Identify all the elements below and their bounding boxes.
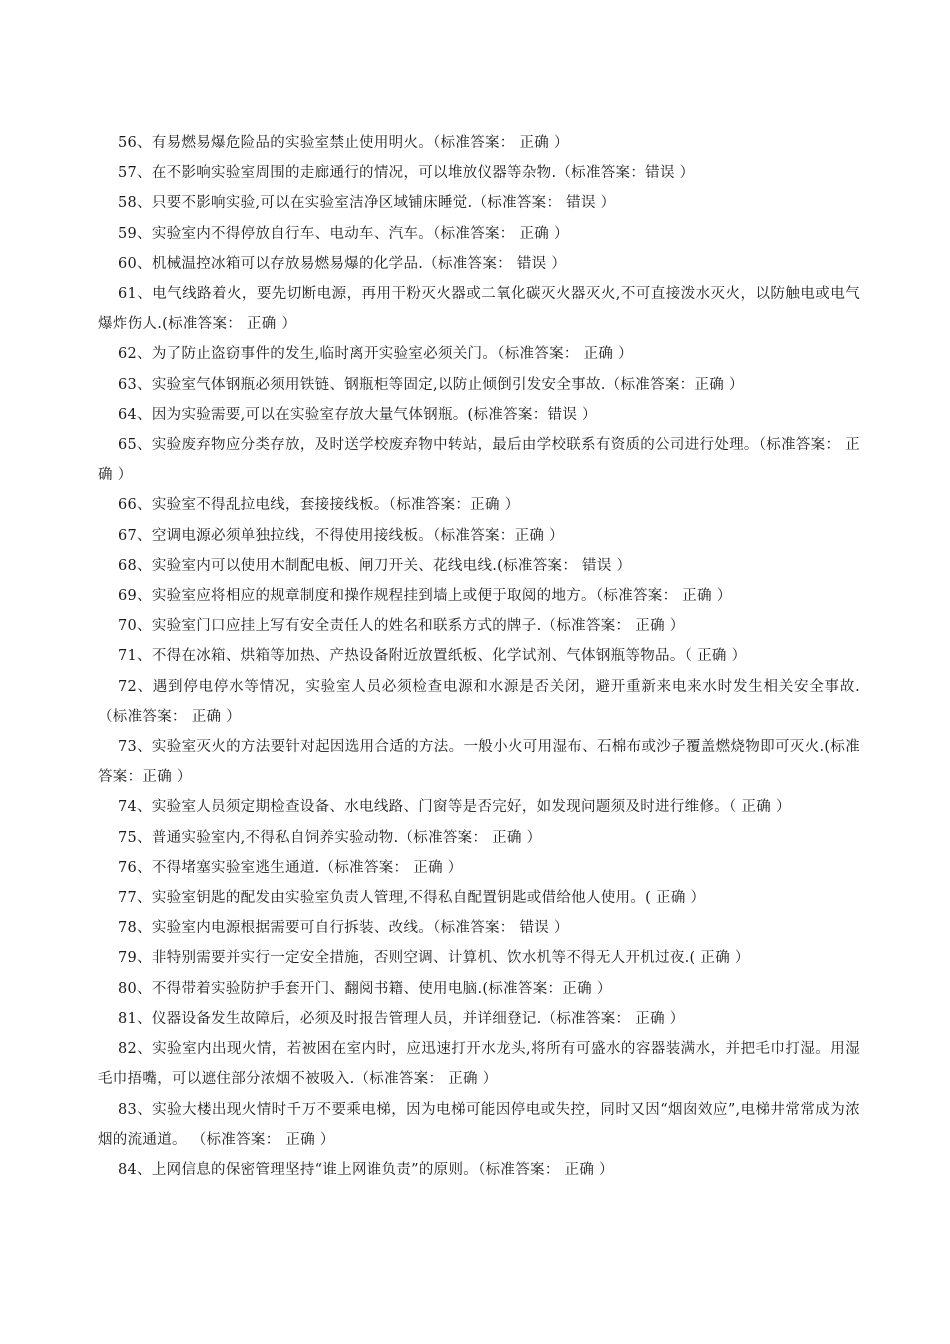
question-item-66: 66、实验室不得乱拉电线，套接接线板。（标准答案：正确 ） [118, 497, 520, 514]
question-item-84: 84、上网信息的保密管理坚持“谁上网谁负责”的原则。（标准答案： 正确 ） [118, 1161, 614, 1178]
question-item-80: 80、不得带着实验防护手套开门、翻阅书籍、使用电脑.(标准答案：正确 ） [118, 980, 612, 997]
question-item-83: 83、实验大楼出现火情时千万不要乘电梯，因为电梯可能因停电或失控，同时又因“烟囱效应”,电梯井常常成为浓烟的流通道。 （标准答案： 正确 ） [98, 1101, 860, 1148]
question-item-70: 70、实验室门口应挂上写有安全责任人的姓名和联系方式的牌子.（标准答案： 正确 ） [118, 618, 685, 635]
question-item-63: 63、实验室气体钢瓶必须用铁链、钢瓶柜等固定,以防止倾倒引发安全事故.（标准答案：正确 ） [118, 376, 744, 393]
question-item-78: 78、实验室内电源根据需要可自行拆装、改线。（标准答案： 错误 ） [118, 920, 569, 937]
question-item-61: 61、电气线路着火，要先切断电源，再用干粉灭火器或二氧化碳灭火器灭火,不可直接泼水灭火，以防触电或电气爆炸伤人.(标准答案： 正确 ） [98, 286, 860, 333]
question-item-64: 64、因为实验需要,可以在实验室存放大量气体钢瓶。(标准答案：错误 ） [118, 406, 597, 423]
question-item-81: 81、仪器设备发生故障后，必须及时报告管理人员，并详细登记.（标准答案： 正确 ） [118, 1010, 685, 1027]
question-item-71: 71、不得在冰箱、烘箱等加热、产热设备附近放置纸板、化学试剂、气体钢瓶等物品。（ 正确 ） [118, 648, 747, 665]
question-item-69: 69、实验室应将相应的规章制度和操作规程挂到墙上或便于取阅的地方。（标准答案： 正确 ） [118, 588, 732, 605]
question-item-72: 72、遇到停电停水等情况，实验室人员必须检查电源和水源是否关闭，避开重新来电来水时发生相关安全事故.（标准答案： 正确 ） [98, 678, 860, 725]
question-item-76: 76、不得堵塞实验室逃生通道.（标准答案： 正确 ） [118, 859, 463, 876]
question-item-82: 82、实验室内出现火情，若被困在室内时，应迅速打开水龙头,将所有可盛水的容器装满水，并把毛巾打湿。用湿毛巾捂嘴，可以遮住部分浓烟不被吸入.（标准答案： 正确 ） [98, 1041, 860, 1088]
question-item-62: 62、为了防止盗窃事件的发生,临时离开实验室必须关门。（标准答案： 正确 ） [118, 346, 633, 363]
question-item-58: 58、只要不影响实验,可以在实验室洁净区域铺床睡觉.（标准答案： 错误 ） [118, 195, 616, 212]
question-item-77: 77、实验室钥匙的配发由实验室负责人管理,不得私自配置钥匙或借给他人使用。( 正确 ） [118, 890, 706, 907]
question-item-73: 73、实验室灭火的方法要针对起因选用合适的方法。一般小火可用湿布、石棉布或沙子覆盖燃烧物即可灭火.(标准答案：正确 ） [98, 739, 860, 786]
question-item-59: 59、实验室内不得停放自行车、电动车、汽车。（标准答案： 正确 ） [118, 225, 569, 242]
question-item-79: 79、非特别需要并实行一定安全措施，否则空调、计算机、饮水机等不得无人开机过夜.( 正确 ） [118, 950, 750, 967]
question-item-75: 75、普通实验室内,不得私自饲养实验动物.（标准答案： 正确 ） [118, 829, 542, 846]
question-list [98, 128, 860, 1185]
question-item-57: 57、在不影响实验室周围的走廊通行的情况，可以堆放仪器等杂物.（标准答案：错误 ） [118, 165, 695, 182]
question-item-65: 65、实验废弃物应分类存放，及时送学校废弃物中转站，最后由学校联系有资质的公司进行处理。（标准答案： 正确 ） [98, 437, 860, 484]
question-item-67: 67、空调电源必须单独拉线，不得使用接线板。（标准答案：正确 ） [118, 527, 564, 544]
question-item-68: 68、实验室内可以使用木制配电板、闸刀开关、花线电线.(标准答案： 错误 ） [118, 557, 632, 574]
question-item-56: 56、有易燃易爆危险品的实验室禁止使用明火。（标准答案： 正确 ） [118, 135, 569, 151]
question-item-60: 60、机械温控冰箱可以存放易燃易爆的化学品.（标准答案： 错误 ） [118, 255, 567, 272]
question-item-74: 74、实验室人员须定期检查设备、水电线路、门窗等是否完好，如发现问题须及时进行维修。（ 正确 ） [118, 799, 791, 816]
